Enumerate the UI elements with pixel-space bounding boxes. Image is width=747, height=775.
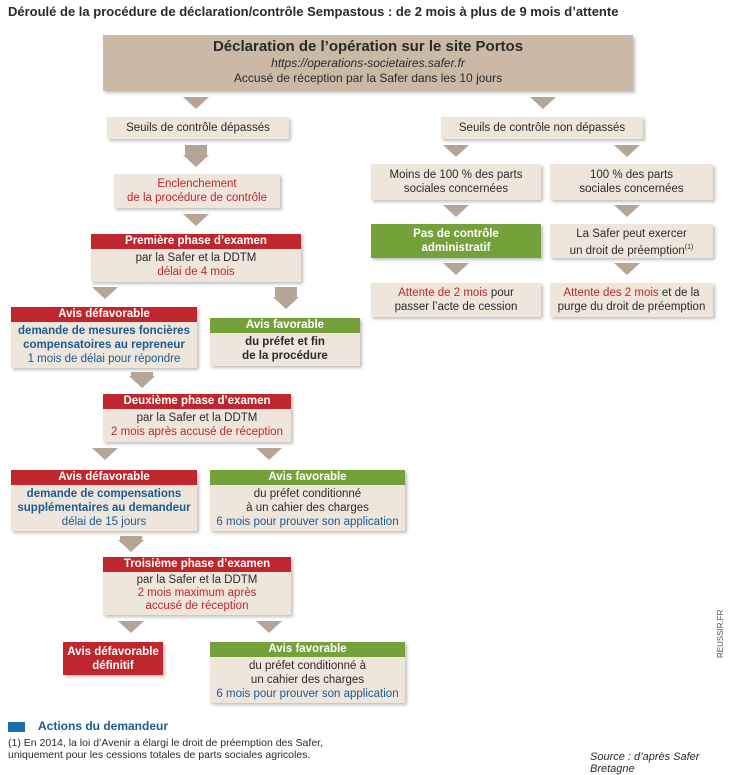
unfavorable-2-line3: délai de 15 jours [61,516,147,528]
page-title: Déroulé de la procédure de déclaration/contrôle Sempastous : de 2 mois à plus de 9 mois d’attente [8,4,619,19]
arrow-icon [530,97,556,109]
phase2-line1: par la Safer et la DDTM [136,412,258,424]
wait-2-months-box [371,283,541,317]
arrow-icon [443,205,469,217]
arrow-icon [118,621,144,633]
arrow-icon [614,205,640,217]
favorable-2-line1: du préfet conditionné [253,488,362,500]
arrow-icon [183,214,209,226]
favorable-opinion-1-box [210,318,360,366]
control-trigger-line1: Enclenchement [157,178,237,190]
favorable-3-header: Avis favorable [210,642,405,657]
arrow-icon [183,155,209,167]
unfavorable-opinion-1-box [11,307,197,368]
full-100-line2: sociales concernées [579,183,684,195]
unfavorable-opinion-3-box [63,642,163,675]
less-than-100-box [371,164,541,200]
phase2-box [103,394,291,442]
phase3-box [103,557,291,615]
favorable-2-header: Avis favorable [210,470,405,485]
unfavorable-1-line3: 1 mois de délai pour répondre [27,353,181,365]
phase3-line3: accusé de réception [145,600,249,612]
control-trigger-box [114,174,280,208]
arrow-icon [443,263,469,275]
no-control-line1: Pas de contrôle [413,228,499,240]
arrow-icon [183,97,209,109]
unfavorable-opinion-2-box [11,470,197,531]
declaration-title: Déclaration de l’opération sur le site Portos [212,38,524,55]
unfavorable-1-line2: compensatoires au repreneur [23,339,185,351]
unfavorable-1-line1: demande de mesures foncières [18,325,190,337]
unfavorable-2-header: Avis défavorable [11,470,197,485]
legend-label: Actions du demandeur [38,719,169,733]
source-credit: Source : d’après Safer Bretagne [590,751,700,775]
arrow-icon [129,376,155,388]
wait-2-line1: Attente des 2 mois et de la [563,287,700,299]
unfavorable-3-line1: définitif [92,660,134,672]
declaration-url: https://operations-societaires.safer.fr [271,56,465,70]
arrow-icon [185,145,207,155]
favorable-3-line1: du préfet conditionné à [248,660,366,672]
arrow-icon [614,263,640,275]
no-control-box [371,224,541,258]
arrow-icon [92,287,118,299]
favorable-opinion-3-box [210,642,405,703]
favorable-3-line3: 6 mois pour prouver son application [216,688,399,700]
phase3-line2: 2 mois maximum après [137,587,257,599]
no-control-line2: administratif [421,242,491,254]
preemption-line2: un droit de préemption$^{(1)}$ [569,244,694,257]
arrow-icon [256,621,282,633]
preemption-box [550,224,713,258]
phase2-delay: 2 mois après accusé de réception [111,426,283,438]
favorable-3-line2: un cahier des charges [250,674,365,686]
phase1-box [91,234,301,282]
arrow-icon [256,448,282,460]
full-100-line1: 100 % des parts [589,169,674,181]
favorable-1-line2: de la procédure [242,350,328,362]
footnote [8,737,323,761]
phase1-delay: délai de 4 mois [157,266,235,278]
less-than-100-line1: Moins de 100 % des parts [389,169,523,181]
threshold-exceeded-box: Seuils de contrôle dépassés [107,117,289,139]
phase3-line1: par la Safer et la DDTM [136,574,258,586]
unfavorable-2-line1: demande de compensations [26,488,182,500]
unfavorable-1-header: Avis défavorable [11,307,197,322]
wait-purge-box [550,283,713,317]
wait-2-line2: purge du droit de préemption [557,301,706,313]
favorable-1-header: Avis favorable [210,318,360,333]
full-100-box [550,164,713,200]
wait-1-line1: Attente de 2 mois pour [398,287,514,299]
favorable-2-line3: 6 mois pour prouver son application [216,516,399,528]
unfavorable-2-line2: supplémentaires au demandeur [17,502,191,514]
phase3-header: Troisième phase d’examen [103,557,291,572]
footnote-line2: uniquement pour les cessions totales de parts sociales agricoles. [8,749,311,761]
site-credit: REUSSIR.FR [716,609,725,658]
arrow-icon [92,448,118,460]
less-than-100-line2: sociales concernées [403,183,509,195]
favorable-1-line1: du préfet et fin [245,336,325,348]
declaration-note: Accusé de réception par la Safer dans les 10 jours [233,71,503,85]
favorable-opinion-2-box [210,470,405,531]
phase1-header: Première phase d’examen [91,234,301,249]
phase2-header: Deuxième phase d’examen [103,394,291,409]
wait-1-line2: passer l’acte de cession [394,301,518,313]
legend-swatch [8,722,25,732]
threshold-not-exceeded-box: Seuils de contrôle non dépassés [441,117,643,139]
arrow-icon [614,145,640,157]
unfavorable-3-header: Avis défavorable [67,646,159,658]
arrow-icon [118,540,144,552]
declaration-box [103,35,633,91]
arrow-icon [273,297,299,309]
favorable-2-line2: à un cahier des charges [246,502,369,514]
preemption-line1: La Safer peut exercer [576,228,687,240]
footnote-line1: (1) En 2014, la loi d’Avenir a élargi le droit de préemption des Safer, [8,737,323,749]
footnote-ref: (1) [684,244,694,251]
control-trigger-line2: de la procédure de contrôle [126,192,267,204]
phase1-line1: par la Safer et la DDTM [135,252,257,264]
arrow-icon [275,287,297,297]
arrow-icon [443,145,469,157]
